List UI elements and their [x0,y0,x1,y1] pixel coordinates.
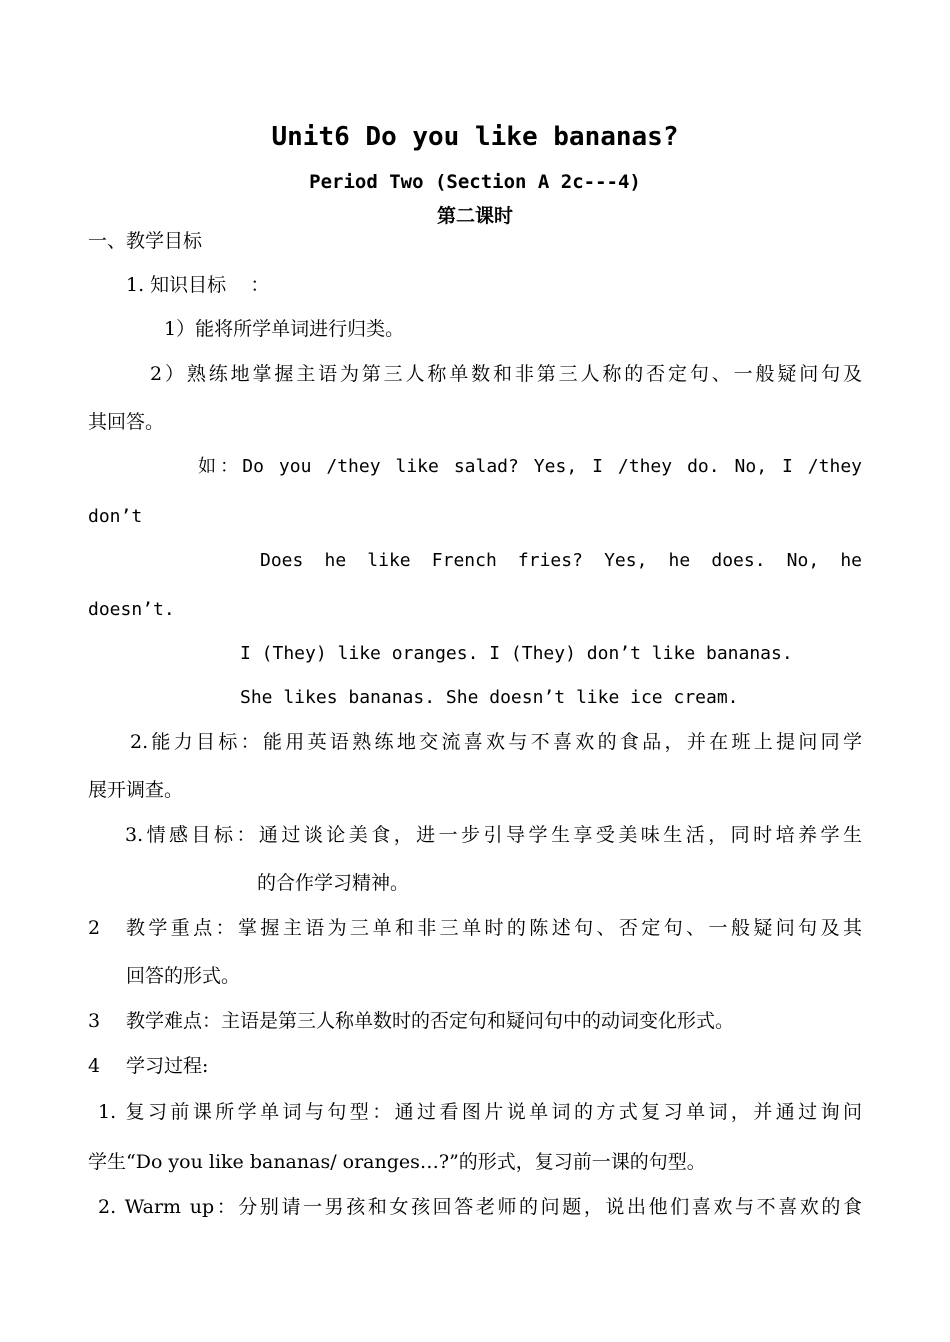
process-step-1-line-2: 学生“Do you like bananas/ oranges…?”的形式，复习前一课的句型。 [88,1151,706,1173]
key-points-line-1: 教学重点：掌握主语为三单和非三单时的陈述句、否定句、一般疑问句及其 [126,917,862,939]
ability-line-1: 2.能力目标：能用英语熟练地交流喜欢与不喜欢的食品，并在班上提问同学 [130,731,862,753]
example-2-line-1: Does he like French fries? Yes, he does. No, he [260,550,862,571]
lesson-subtitle: 第二课时 [436,205,513,227]
key-points-line-2: 回答的形式。 [126,965,241,987]
example-3: I (They) like oranges. I (They) don’t like bananas. [240,643,793,664]
objectives-heading: 一、教学目标 [88,230,203,252]
emotion-line-2: 的合作学习精神。 [257,872,410,894]
knowledge-label: 1. 知识目标 ： [126,274,270,296]
period-subtitle: Period Two (Section A 2c---4) [309,171,641,193]
example-1-line-1: 如：Do you /they like salad? Yes, I /they do. No, I /they [198,456,862,477]
knowledge-item-2-line-1: 2）熟练地掌握主语为第三人称单数和非第三人称的否定句、一般疑问句及 [150,363,862,385]
ability-line-2: 展开调查。 [88,779,184,801]
process-step-1-line-1: 1. 复习前课所学单词与句型：通过看图片说单词的方式复习单词，并通过询问 [98,1101,862,1123]
difficult-points-number: 3 [88,1010,101,1032]
key-points-number: 2 [88,917,101,939]
knowledge-item-1: 1）能将所学单词进行归类。 [164,318,405,340]
difficult-points-line-1: 教学难点：主语是第三人称单数时的否定句和疑问句中的动词变化形式。 [126,1010,735,1032]
example-1-line-2: don’t [88,506,143,527]
example-4: She likes bananas. She doesn’t like ice cream. [240,687,739,708]
process-step-2-line-1: 2. Warm up：分别请一男孩和女孩回答老师的问题，说出他们喜欢与不喜欢的食 [98,1196,862,1218]
process-label: 学习过程: [126,1055,209,1077]
document-title: Unit6 Do you like bananas? [271,122,679,152]
process-number: 4 [88,1055,101,1077]
knowledge-item-2-line-2: 其回答。 [88,411,165,433]
example-2-line-2: doesn’t. [88,599,175,620]
emotion-line-1: 3.情感目标：通过谈论美食，进一步引导学生享受美味生活，同时培养学生 [125,824,862,846]
